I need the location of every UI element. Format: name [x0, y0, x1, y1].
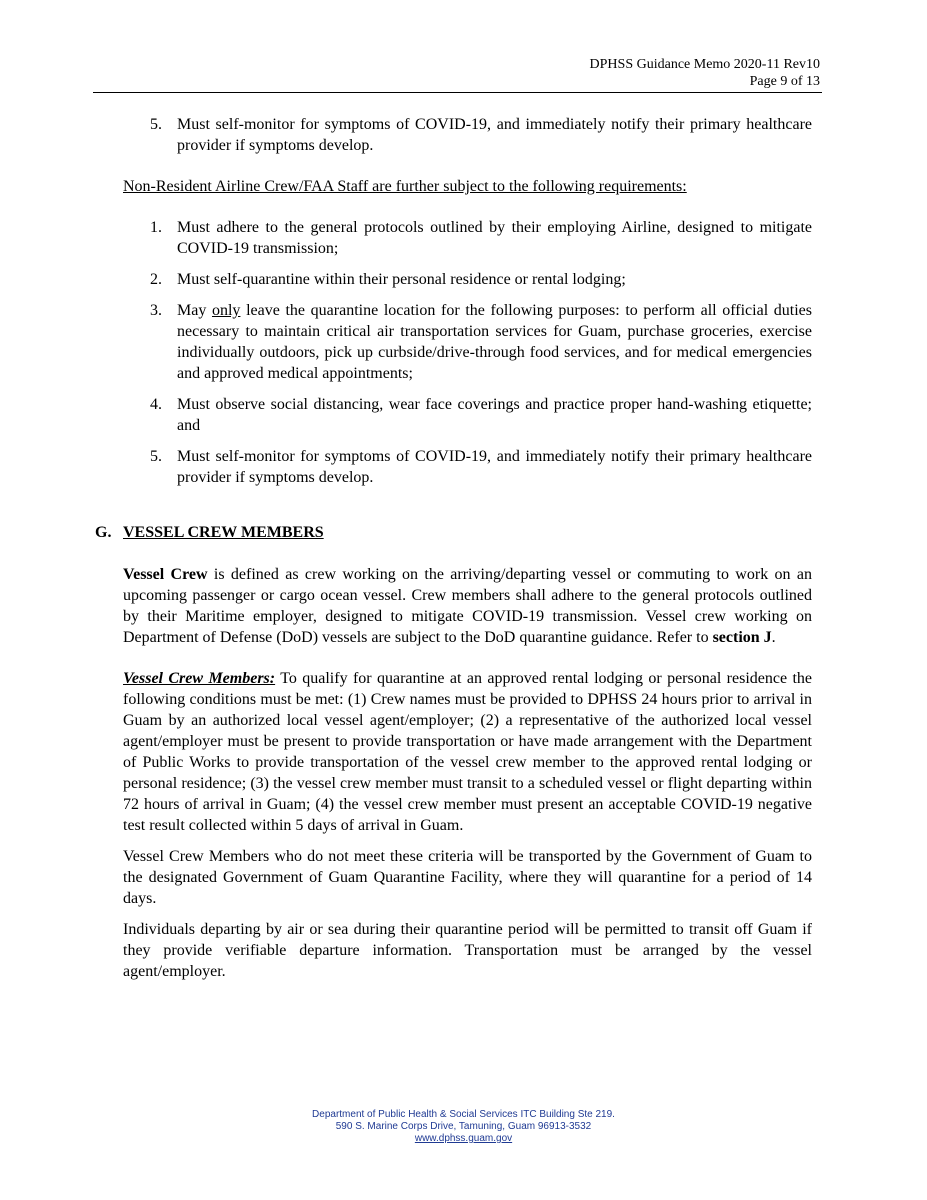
- term-vessel-crew-members: Vessel Crew Members:: [123, 670, 276, 687]
- list-text: leave the quarantine location for the following purposes: to perform all official duties necessary to maintain critical air transportation services for Guam, purchase groceries, exercise individually outdoors, pick up curbside/drive-through food services, and for medical emergencies and approved medical appointments;: [177, 302, 813, 382]
- top-list: [123, 114, 812, 156]
- airline-requirements-list: [123, 217, 812, 488]
- list-item: [123, 394, 812, 436]
- list-number: 4.: [150, 396, 162, 413]
- footer-address-line-1: Department of Public Health & Social Services ITC Building Ste 219.: [312, 1109, 615, 1120]
- list-number: 1.: [150, 219, 162, 236]
- footer-address-line-2: 590 S. Marine Corps Drive, Tamuning, Guam 96913-3532: [335, 1121, 592, 1132]
- list-text: Must self-quarantine within their personal residence or rental lodging;: [177, 271, 626, 288]
- page-number: Page 9 of 13: [749, 74, 820, 89]
- page-footer: [0, 1109, 927, 1145]
- list-item: [123, 114, 812, 156]
- conditions-text: To qualify for quarantine at an approved rental lodging or personal residence the following conditions must be met: (1) Crew names must be provided to DPHSS 24 hours prior to arrival in Guam by an authorized local vessel agent/employer; (2) a representative of the authorized local vessel agent/employer must be present to provide transportation or have made arrangement with the Department of Public Works to provide transportation of the vessel crew member to the approved rental lodging or personal residence; (3) the vessel crew member must transit to a scheduled vessel or flight departing within 72 hours of arrival in Guam; (4) the vessel crew member must present an acceptable COVID-19 negative test result collected within 5 days of arrival in Guam.: [123, 670, 813, 834]
- list-item: [123, 446, 812, 488]
- list-text: Must self-monitor for symptoms of COVID-19, and immediately notify their primary healthcare provider if symptoms develop.: [177, 448, 812, 486]
- section-letter: G.: [95, 524, 112, 541]
- list-number: 5.: [150, 116, 162, 133]
- page-header: [590, 56, 820, 90]
- list-item: [123, 300, 812, 384]
- memo-title: DPHSS Guidance Memo 2020-11 Rev10: [589, 57, 820, 72]
- vessel-crew-noncompliance: Vessel Crew Members who do not meet these criteria will be transported by the Government of Guam to the designated Government of Guam Quarantine Facility, where they will quarantine for a period of 14 days.: [123, 848, 812, 907]
- list-number: 5.: [150, 448, 162, 465]
- page-body: [95, 114, 813, 992]
- sentence-end: .: [771, 629, 776, 646]
- vessel-crew-definition: [123, 564, 812, 648]
- list-text: Must adhere to the general protocols outlined by their employing Airline, designed to mitigate COVID-19 transmission;: [177, 219, 812, 257]
- term-vessel-crew: Vessel Crew: [123, 566, 208, 583]
- footer-website-link[interactable]: www.dphss.guam.gov: [414, 1133, 513, 1144]
- list-text: Must self-monitor for symptoms of COVID-19, and immediately notify their primary healthcare provider if symptoms develop.: [177, 116, 812, 154]
- section-g-heading: [95, 522, 812, 543]
- section-reference: section J: [712, 629, 772, 646]
- airline-requirements-intro: Non-Resident Airline Crew/FAA Staff are further subject to the following requirements:: [123, 178, 687, 195]
- vessel-crew-conditions: [123, 668, 812, 836]
- header-divider: [93, 92, 822, 93]
- section-title: VESSEL CREW MEMBERS: [123, 524, 324, 541]
- list-item: [123, 269, 812, 290]
- list-text: Must observe social distancing, wear face coverings and practice proper hand-washing etiquette; and: [177, 396, 812, 434]
- definition-text: is defined as crew working on the arriving/departing vessel or commuting to work on an upcoming passenger or cargo ocean vessel. Crew members shall adhere to the general protocols outlined by their Maritime employer, designed to mitigate COVID-19 transmission. Vessel crew working on Department of Defense (DoD) vessels are subject to the DoD quarantine guidance. Refer to: [123, 566, 812, 646]
- list-text-prefix: May: [177, 302, 212, 319]
- vessel-crew-departure: Individuals departing by air or sea during their quarantine period will be permitted to transit off Guam if they provide verifiable departure information. Transportation must be arranged by the vessel agent/employer.: [123, 921, 812, 980]
- list-item: [123, 217, 812, 259]
- emphasis-only: only: [211, 302, 241, 319]
- list-number: 2.: [150, 271, 162, 288]
- list-number: 3.: [150, 302, 162, 319]
